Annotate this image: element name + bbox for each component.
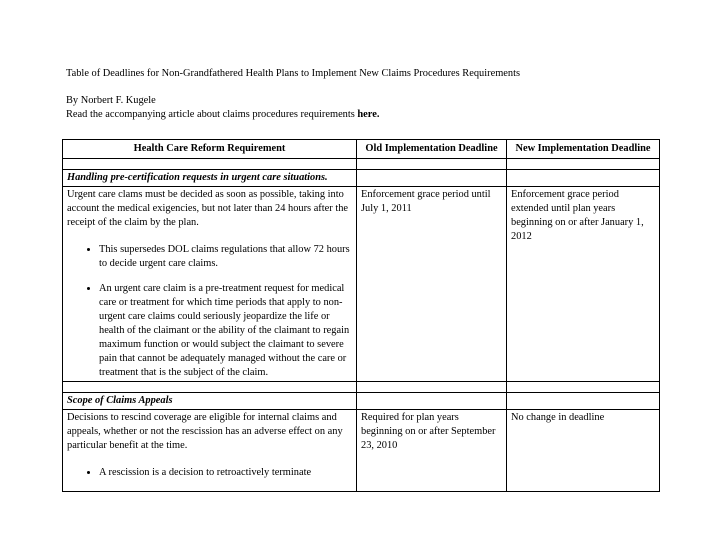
list-item: • An urgent care claim is a pre-treatment request for medical care or treatment for which time periods that apply to non-urgent care claims could seriously jeopardize the life or health of the claimant or the ability of the claimant to regain maximum function or would subject the claimant to severe pain that cannot be adequately managed without the care or treatment that is the subject of the claim.	[99, 282, 352, 380]
column-header: Old Implementation Deadline	[357, 140, 507, 159]
read-article-line	[66, 108, 520, 122]
table-header-row	[63, 140, 660, 159]
document-header	[66, 67, 520, 122]
column-header: New Implementation Deadline	[507, 140, 660, 159]
article-link[interactable]: here.	[357, 109, 380, 120]
author-line: By Norbert F. Kugele	[66, 95, 156, 106]
bullet-list	[67, 466, 352, 480]
new-deadline-cell: No change in deadline	[507, 410, 660, 492]
section-heading: Scope of Claims Appeals	[63, 393, 357, 410]
section-row	[63, 393, 660, 410]
bullet-list	[67, 243, 352, 380]
read-article-text: Read the accompanying article about claims procedures requirements	[66, 109, 358, 120]
document-title: Table of Deadlines for Non-Grandfathered Health Plans to Implement New Claims Procedures Requirements	[66, 68, 521, 79]
old-deadline-cell: Required for plan years beginning on or after September 23, 2010	[357, 410, 507, 492]
requirement-cell	[63, 410, 357, 492]
section-row	[63, 170, 660, 187]
requirement-text: Urgent care clams must be decided as soon as possible, taking into account the medical exigencies, but not later than 24 hours after the receipt of the claim by the plan.	[67, 189, 349, 228]
section-heading: Handling pre-certification requests in urgent care situations.	[63, 170, 357, 187]
requirement-text: Decisions to rescind coverage are eligible for internal claims and appeals, whether or not the rescission has an adverse effect on any particular benefit at the time.	[67, 412, 343, 451]
spacer-row	[63, 159, 660, 170]
list-item: • This supersedes DOL claims regulations that allow 72 hours to decide urgent care claims.	[99, 243, 352, 271]
table-row	[63, 410, 660, 492]
old-deadline-cell: Enforcement grace period until July 1, 2011	[357, 187, 507, 382]
spacer-row	[63, 382, 660, 393]
requirement-cell	[63, 187, 357, 382]
list-item: • A rescission is a decision to retroactively terminate	[99, 466, 352, 480]
table-row	[63, 187, 660, 382]
column-header: Health Care Reform Requirement	[63, 140, 357, 159]
new-deadline-cell: Enforcement grace period extended until plan years beginning on or after January 1, 2012	[507, 187, 660, 382]
deadlines-table	[62, 139, 660, 492]
